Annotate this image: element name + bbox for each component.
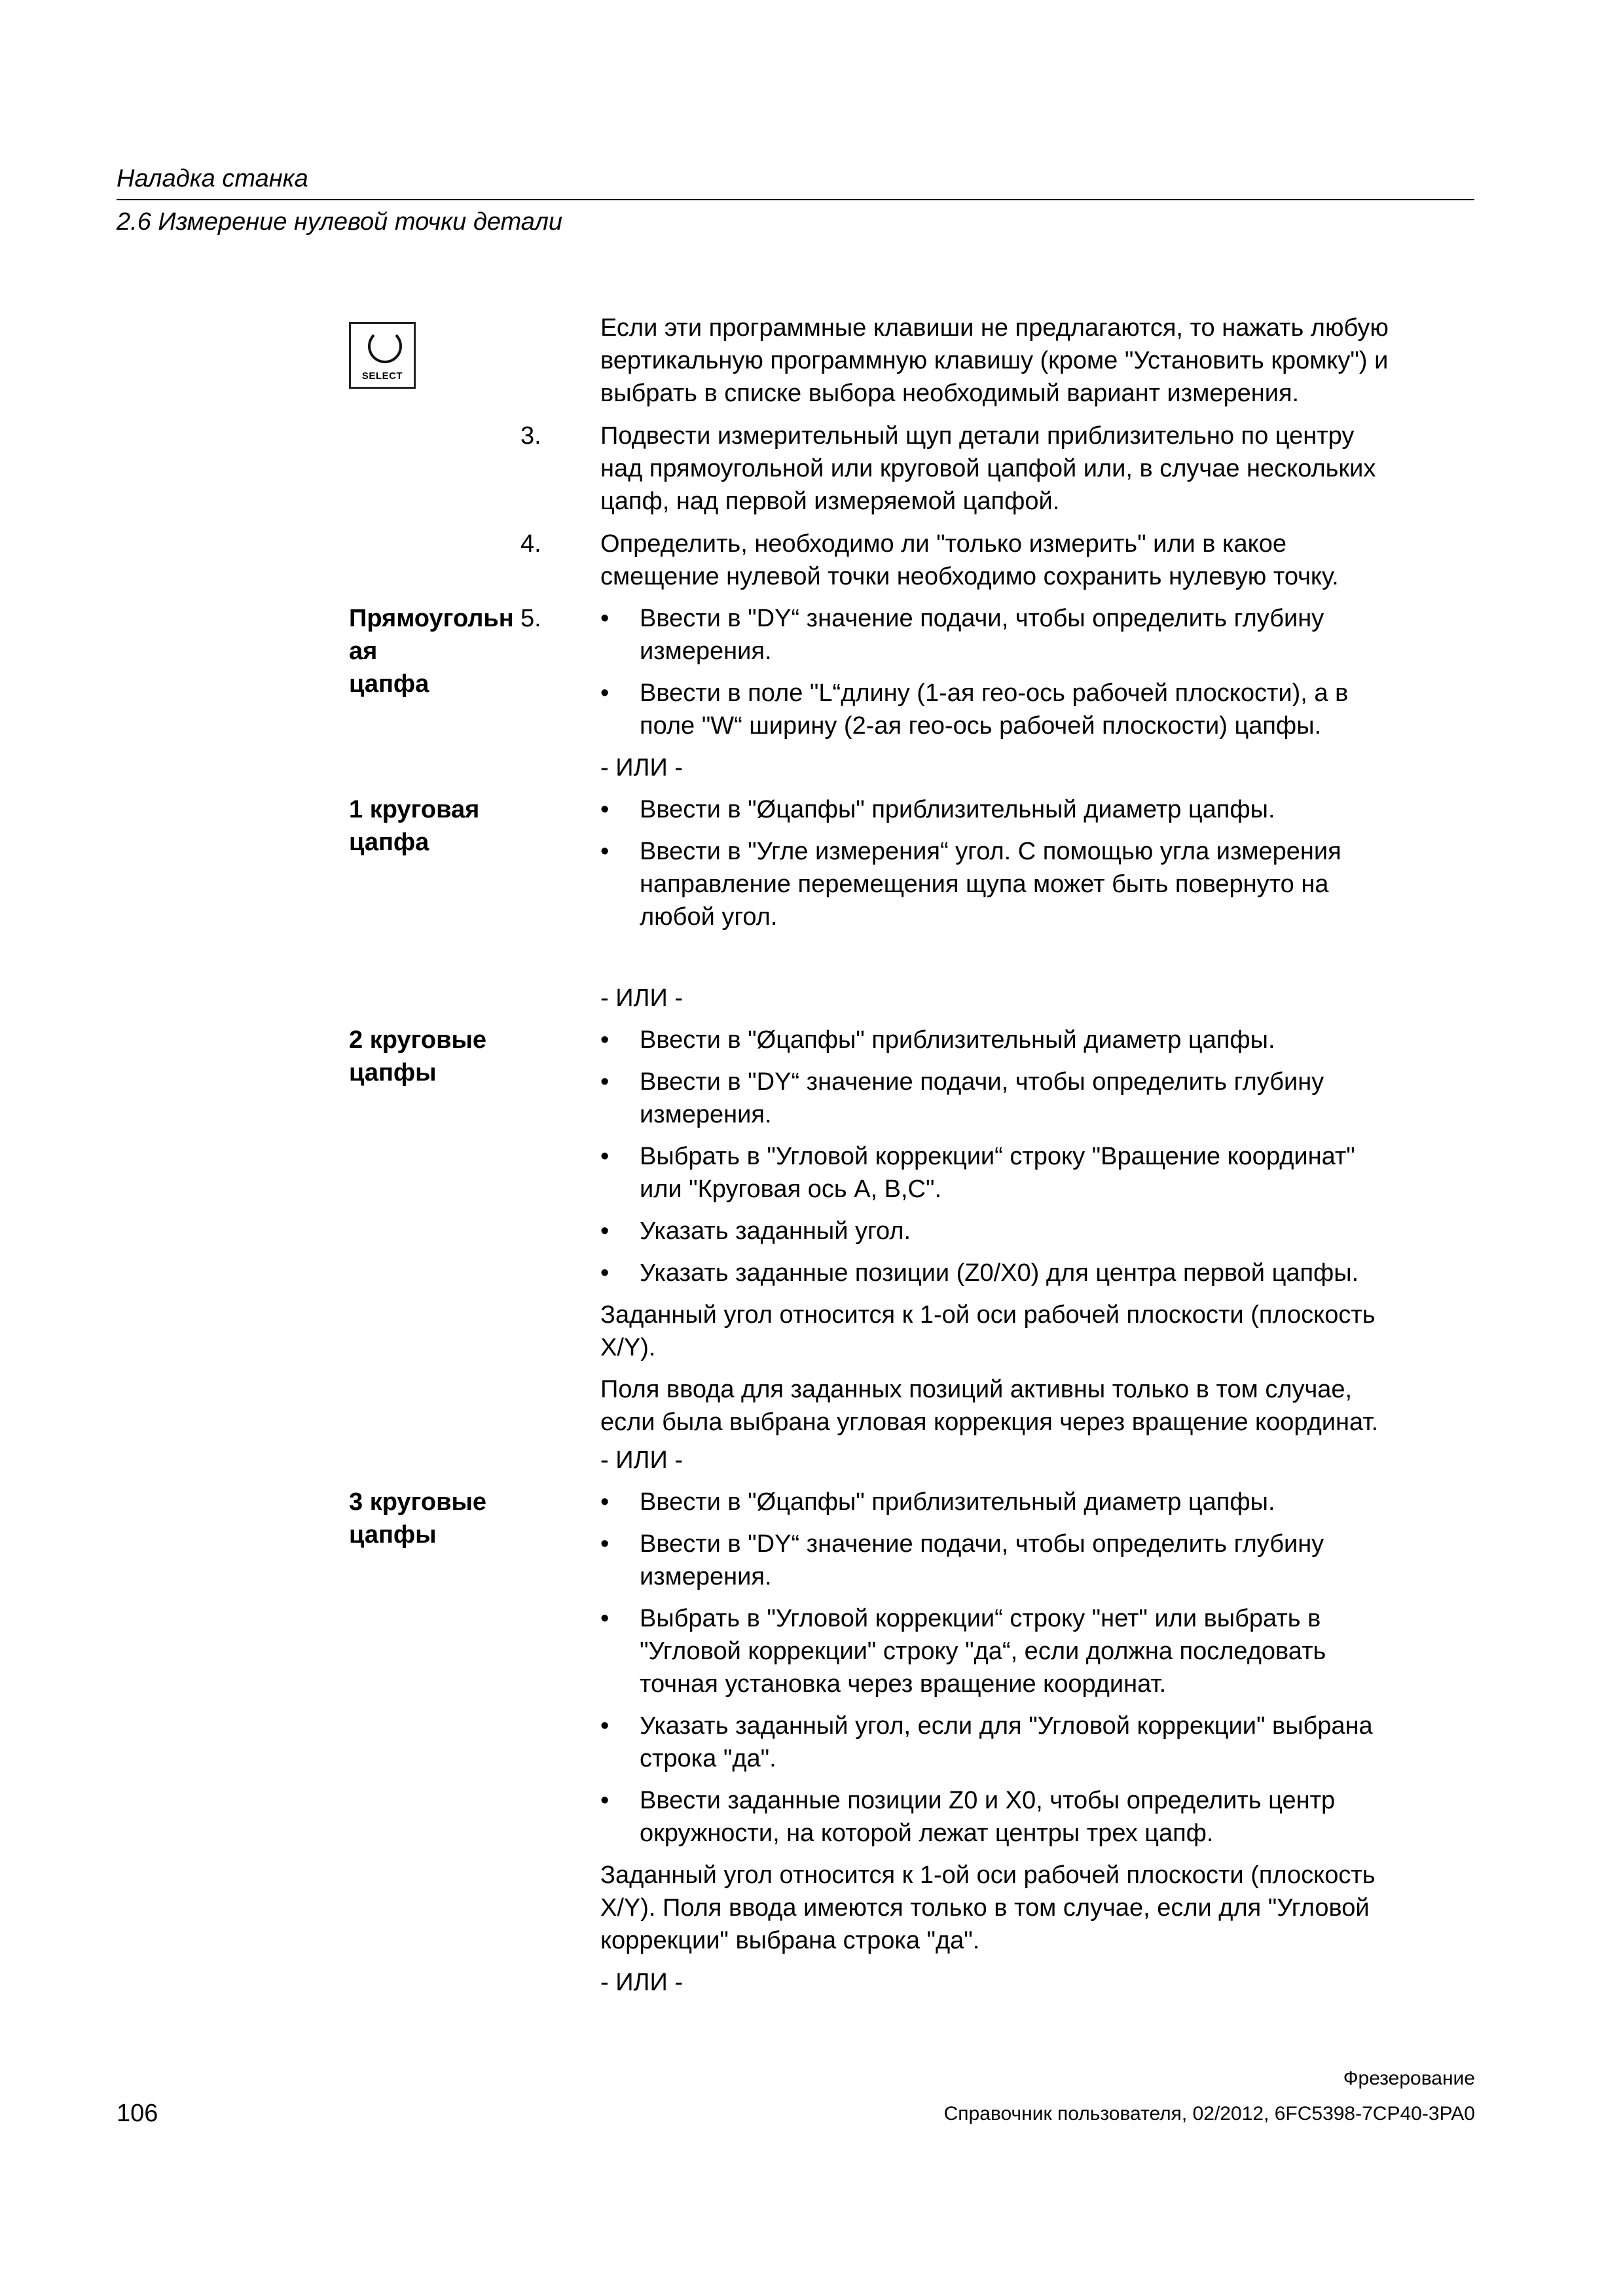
intro-paragraph bbox=[600, 312, 1478, 410]
bullet-icon: • bbox=[600, 838, 610, 865]
note-line: X/Y). Поля ввода имеются только в том случае, если для "Угловой bbox=[600, 1894, 1370, 1922]
step-line: смещение нулевой точки необходимо сохранить нулевую точку. bbox=[600, 563, 1339, 590]
header-rule bbox=[117, 199, 1474, 200]
bullet-icon: • bbox=[600, 1712, 610, 1740]
bullet-line: Ввести в "Угле измерения“ угол. С помощью угла измерения bbox=[640, 838, 1341, 865]
bullet-line: Ввести в "DY“ значение подачи, чтобы определить глубину bbox=[640, 1068, 1324, 1096]
bullet-icon: • bbox=[600, 1530, 610, 1558]
side-label-line: цапфы bbox=[349, 1059, 437, 1086]
side-label-line: цапфы bbox=[349, 1521, 437, 1549]
bullet-line: Выбрать в "Угловой коррекции“ строку "Вращение координат" bbox=[640, 1143, 1355, 1170]
bullet-icon: • bbox=[600, 1787, 610, 1814]
footer-product: Фрезерование bbox=[1343, 2068, 1475, 2089]
bullet-line: измерения. bbox=[640, 1101, 772, 1128]
bullet-line: окружности, на которой лежат центры трех цапф. bbox=[640, 1820, 1214, 1847]
side-label-line: ая bbox=[349, 637, 378, 665]
bullet-icon: • bbox=[600, 1488, 610, 1516]
bullet-line: строка "да". bbox=[640, 1745, 776, 1772]
note-line: если была выбрана угловая коррекция через вращение координат. bbox=[600, 1408, 1379, 1436]
side-label-line: 2 круговые bbox=[349, 1026, 487, 1054]
side-label-line: 1 круговая bbox=[349, 796, 480, 823]
bullet-line: "Угловой коррекции" строку "да“, если должна последовать bbox=[640, 1638, 1326, 1665]
bullet-icon: • bbox=[600, 1605, 610, 1632]
bullet-line: Ввести в "Øцапфы" приблизительный диаметр цапфы. bbox=[640, 1488, 1275, 1516]
step-line: Определить, необходимо ли "только измерить" или в какое bbox=[600, 530, 1286, 558]
intro-line: выбрать в списке выбора необходимый вариант измерения. bbox=[600, 380, 1300, 407]
bullet-line: Указать заданные позиции (Z0/X0) для центра первой цапфы. bbox=[640, 1259, 1359, 1287]
bullet-icon: • bbox=[600, 1259, 610, 1287]
bullet-icon: • bbox=[600, 1068, 610, 1096]
note-line: коррекции" выбрана строка "да". bbox=[600, 1927, 980, 1954]
chapter-title: Наладка станка bbox=[117, 165, 308, 192]
bullet-line: Выбрать в "Угловой коррекции“ строку "нет" или выбрать в bbox=[640, 1605, 1321, 1632]
note-paragraph bbox=[600, 1299, 1478, 1364]
bullet-line: Указать заданный угол. bbox=[640, 1217, 911, 1245]
bullet-icon: • bbox=[600, 1217, 610, 1245]
or-separator: - ИЛИ - bbox=[600, 1969, 683, 1996]
bullet-line: измерения. bbox=[640, 637, 772, 665]
note-line: Поля ввода для заданных позиций активны только в том случае, bbox=[600, 1376, 1353, 1403]
footer-manual: Справочник пользователя, 02/2012, 6FC5398-7CP40-3PA0 bbox=[943, 2103, 1475, 2125]
side-label-line: 3 круговые bbox=[349, 1488, 487, 1516]
bullet-line: измерения. bbox=[640, 1563, 772, 1590]
step-line: над прямоугольной или круговой цапфой или, в случае нескольких bbox=[600, 455, 1376, 482]
note-line: X/Y). bbox=[600, 1334, 656, 1361]
side-label-line: цапфа bbox=[349, 829, 429, 856]
bullet-icon: • bbox=[600, 679, 610, 707]
bullet-line: Ввести в "Øцапфы" приблизительный диаметр цапфы. bbox=[640, 1026, 1275, 1054]
select-key-label: SELECT bbox=[361, 370, 403, 382]
bullet-line: Ввести заданные позиции Z0 и X0, чтобы определить центр bbox=[640, 1787, 1336, 1814]
bullet-line: Ввести в "DY“ значение подачи, чтобы определить глубину bbox=[640, 605, 1324, 632]
side-label-line: Прямоугольн bbox=[349, 605, 514, 632]
bullet-line: Ввести в "DY“ значение подачи, чтобы определить глубину bbox=[640, 1530, 1324, 1558]
note-paragraph bbox=[600, 1859, 1478, 1957]
page-number: 106 bbox=[117, 2100, 158, 2127]
or-separator: - ИЛИ - bbox=[600, 754, 683, 781]
or-separator: - ИЛИ - bbox=[600, 984, 683, 1012]
bullet-line: Указать заданный угол, если для "Угловой коррекции" выбрана bbox=[640, 1712, 1373, 1740]
step-number-4: 4. bbox=[520, 530, 541, 558]
side-label-1-circular bbox=[349, 793, 519, 859]
step-number-3: 3. bbox=[520, 422, 541, 450]
side-label-3-circular bbox=[349, 1486, 519, 1551]
bullet-line: Ввести в "Øцапфы" приблизительный диаметр цапфы. bbox=[640, 796, 1275, 823]
step-number-5: 5. bbox=[520, 605, 541, 632]
bullet-line: поле "W“ ширину (2-ая гео-ось рабочей плоскости) цапфы. bbox=[640, 712, 1322, 740]
bullet-icon: • bbox=[600, 1026, 610, 1054]
note-line: Заданный угол относится к 1-ой оси рабочей плоскости (плоскость bbox=[600, 1301, 1376, 1329]
bullet-line: направление перемещения щупа может быть повернуто на bbox=[640, 870, 1329, 898]
step-line: цапф, над первой измеряемой цапфой. bbox=[600, 488, 1060, 515]
select-key-icon bbox=[349, 322, 416, 389]
bullet-icon: • bbox=[600, 605, 610, 632]
or-separator: - ИЛИ - bbox=[600, 1446, 683, 1474]
section-title: 2.6 Измерение нулевой точки детали bbox=[117, 208, 563, 236]
select-ring-icon bbox=[368, 329, 402, 363]
bullet-line: точная установка через вращение координат. bbox=[640, 1670, 1167, 1698]
bullet-line: любой угол. bbox=[640, 903, 778, 931]
intro-line: Если эти программные клавиши не предлагаются, то нажать любую bbox=[600, 314, 1389, 342]
note-line: Заданный угол относится к 1-ой оси рабочей плоскости (плоскость bbox=[600, 1861, 1376, 1889]
side-label-line: цапфа bbox=[349, 670, 429, 698]
bullet-line: Ввести в поле "L“длину (1-ая гео-ось рабочей плоскости), а в bbox=[640, 679, 1349, 707]
side-label-rectangular bbox=[349, 602, 519, 700]
bullet-icon: • bbox=[600, 1143, 610, 1170]
step-4-text bbox=[600, 528, 1478, 593]
note-paragraph bbox=[600, 1373, 1478, 1439]
side-label-2-circular bbox=[349, 1024, 519, 1089]
intro-line: вертикальную программную клавишу (кроме "Установить кромку") и bbox=[600, 347, 1389, 374]
step-3-text bbox=[600, 420, 1478, 518]
bullet-line: или "Круговая ось A, B,C". bbox=[640, 1175, 942, 1203]
step-line: Подвести измерительный щуп детали приблизительно по центру bbox=[600, 422, 1355, 450]
bullet-icon: • bbox=[600, 796, 610, 823]
